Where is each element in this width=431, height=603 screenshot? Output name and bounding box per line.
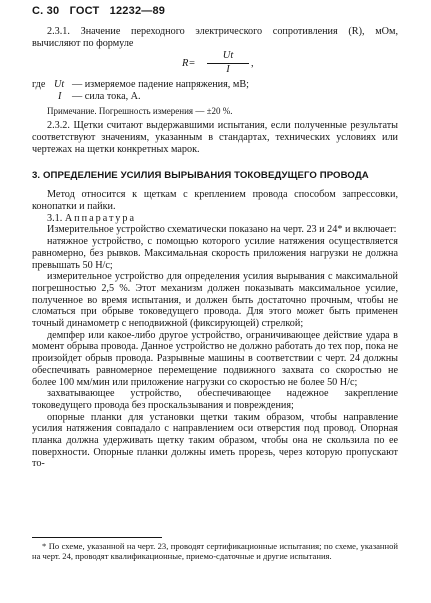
page-header [32, 5, 172, 17]
subsection-3-1-text: Измерительное устройство схематически показано на черт. 23 и 24* и включает: [47, 224, 397, 236]
resistance-formula [32, 50, 398, 78]
legend-row-current [32, 91, 398, 103]
standard-label: ГОСТ [69, 5, 100, 17]
page-number: С. 30 [32, 5, 60, 17]
section-3-intro: Метод относится к щеткам с креплением провода способом запрессовки, конопатки и пайки. [32, 189, 398, 212]
legend-where: где [32, 79, 46, 91]
legend-desc-i: — сила тока, А. [72, 91, 141, 103]
formula-numerator: Ut [207, 50, 249, 64]
standard-number: 12232—89 [109, 5, 166, 17]
equipment-item: захватывающее устройство, обеспечивающее надежное закрепление токоведущего провода без проскальзывания и повреждения; [32, 388, 398, 411]
measurement-note: Примечание. Погрешность измерения — ±20 %. [47, 105, 233, 116]
subsection-number: 3.1. [47, 212, 63, 224]
section-3-title: 3. ОПРЕДЕЛЕНИЕ УСИЛИЯ ВЫРЫВАНИЯ ТОКОВЕДУЩЕГО ПРОВОДА [32, 169, 369, 181]
legend-desc-ut: — измеряемое падение напряжения, мВ; [72, 79, 249, 91]
legend-symbol-ut: Ut [54, 79, 65, 91]
formula-legend [32, 79, 398, 102]
equipment-item: натяжное устройство, с помощью которого усилие натяжения осуществляется равномерно, без рывков. Максимальная скорость приложения нагрузки не должна превышать 50 Н/с; [32, 236, 398, 271]
paragraph-2-3-1: 2.3.1. Значение переходного электрического сопротивления (R), мОм, вычисляют по формуле [32, 26, 398, 49]
formula-lhs: R= [182, 58, 196, 70]
formula-fraction [207, 50, 249, 75]
legend-row-voltage [32, 79, 398, 91]
footnote-text: * По схеме, указанной на черт. 23, проводят сертификационные испытания; по схеме, указанной на черт. 24, проводят квалификационные, приемо-сдаточные и другие испытания. [32, 541, 398, 562]
paragraph-2-3-2: 2.3.2. Щетки считают выдержавшими испытания, если полученные результаты соответствуют значениям, указанным в стандартах, технических условиях или чертежах на щетки конкретных марок. [32, 120, 398, 155]
formula-denominator: I [226, 64, 230, 76]
footnote-divider [32, 537, 162, 538]
legend-symbol-i: I [58, 91, 62, 103]
subsection-title: Аппаратура [64, 212, 136, 224]
formula-comma: , [251, 58, 254, 70]
footnote [32, 541, 398, 561]
page-body [32, 26, 398, 470]
equipment-item: измерительное устройство для определения усилия вырывания с максимальной погрешностью 2,5 %. Этот механизм должен показывать максимальное усилие, полученное во время испытания, и должен быть достаточно прочным, чтобы не сломаться при обрыве токоведущего провода. Для этого может быть применен точный динамометр с неподвижной (фиксирующей) стрелкой; [32, 271, 398, 330]
subsection-3-1-heading [32, 213, 398, 225]
equipment-item: демпфер или какое-либо другое устройство, ограничивающее действие удара в момент обрыва провода. Данное устройство не должно работать до тех пор, пока не произойдет обрыв провода. Разрывные машины в соответствии с черт. 24 должны обеспечивать равномерное перемещение подвижного захвата со скоростью не более 100 мм/мин или приложение нагрузки со скоростью не более 50 Н/с; [32, 329, 398, 388]
equipment-item: опорные планки для установки щетки таким образом, чтобы направление усилия натяжения совпадало с направлением оси отверстия под провод. Опорная планка должна удерживать щетку таким образом, чтобы она не скользила по ее поверхности. Опорные планки должны иметь прорезь, через которую пропускают то- [32, 411, 398, 470]
